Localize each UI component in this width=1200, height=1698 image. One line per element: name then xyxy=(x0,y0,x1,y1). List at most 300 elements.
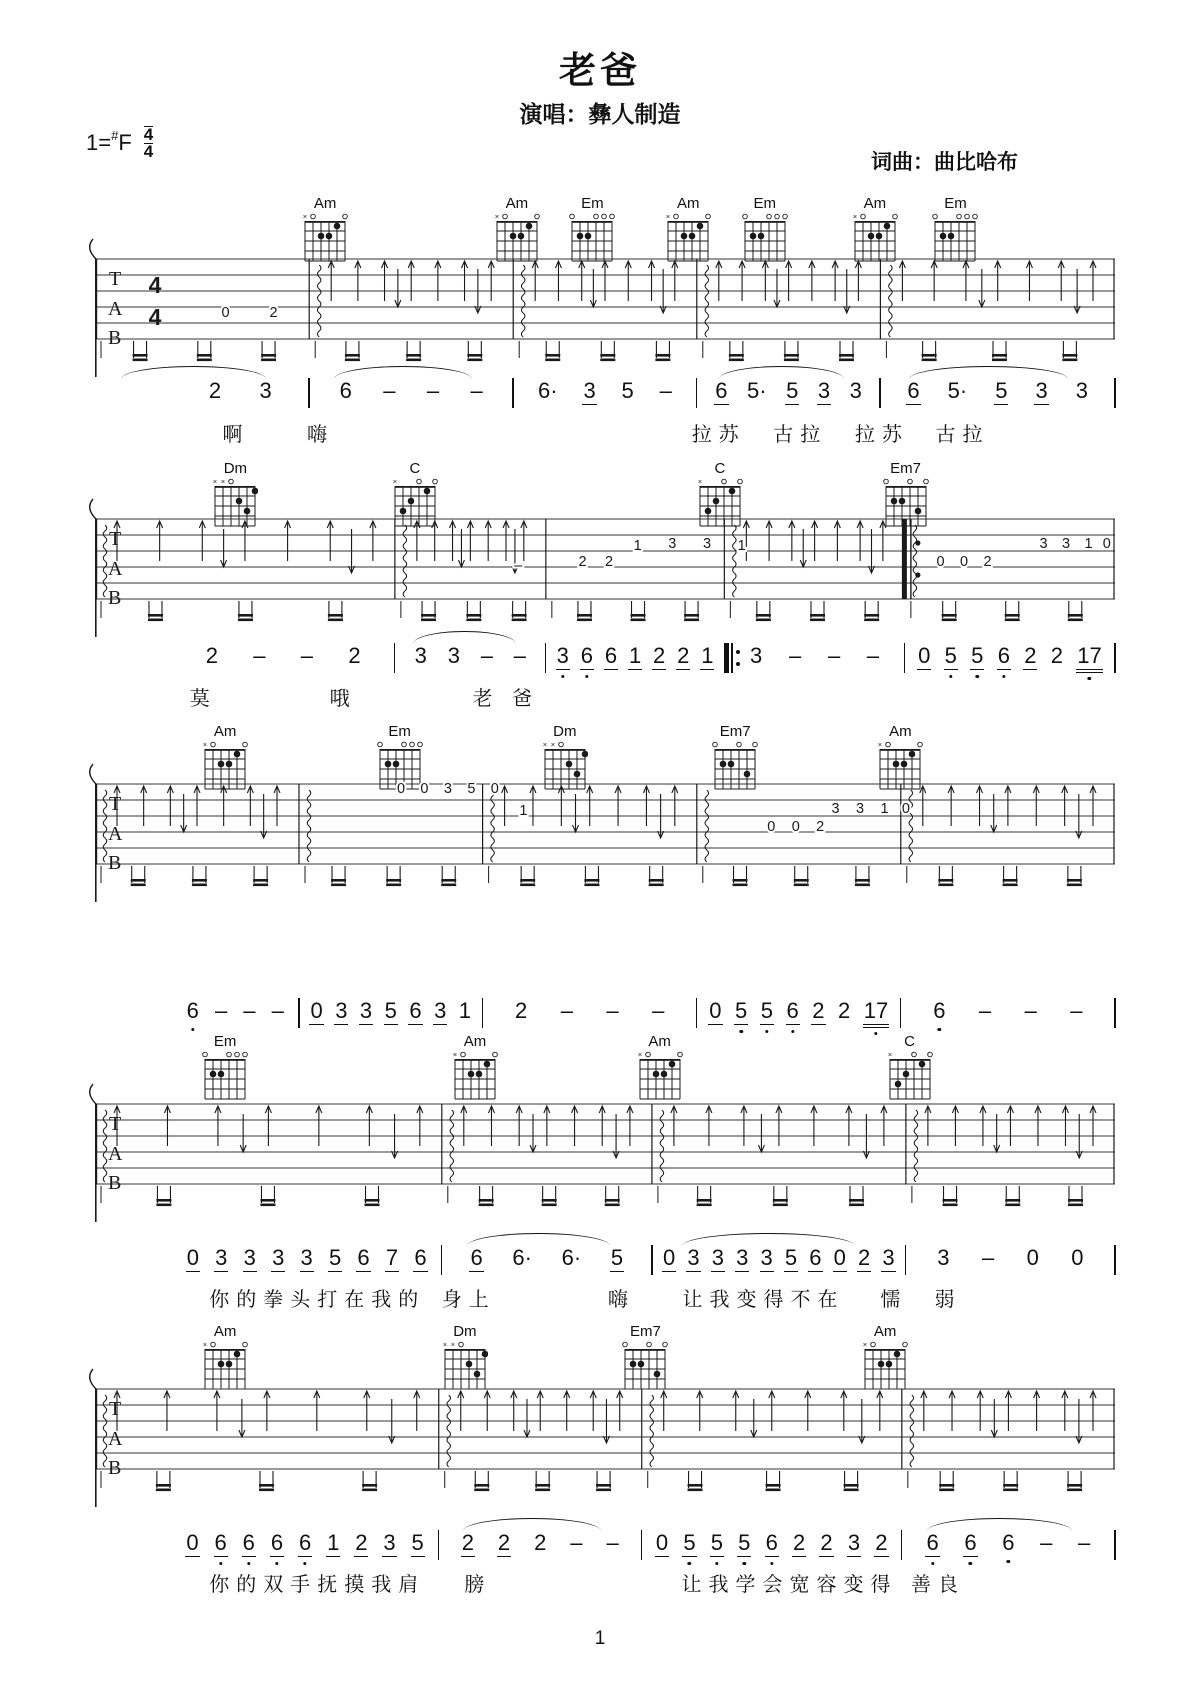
key-prefix: 1= xyxy=(86,130,112,156)
jianpu-note: 0 xyxy=(663,1245,676,1270)
jianpu-note: 7 xyxy=(385,1245,399,1270)
svg-text:×: × xyxy=(637,1051,642,1059)
slur-arc xyxy=(467,1233,610,1246)
jianpu-note: 3 xyxy=(383,1530,396,1555)
chord-diagram xyxy=(202,1051,248,1103)
svg-text:×: × xyxy=(852,213,858,221)
lyric-syllable: 你的拳头打在我的 xyxy=(209,1289,426,1311)
svg-text:1: 1 xyxy=(1084,536,1093,552)
jianpu-measure xyxy=(697,998,901,1032)
chord-diagram xyxy=(637,1051,683,1103)
jianpu-measure xyxy=(724,643,905,677)
svg-text:4: 4 xyxy=(148,304,162,330)
jianpu-note: 3 xyxy=(556,643,569,668)
chord-name: C xyxy=(409,460,421,477)
jianpu-note: 2 xyxy=(497,1530,511,1555)
jianpu-note: 6 xyxy=(997,643,1010,668)
jianpu-note: 2 xyxy=(205,643,219,668)
lyric-syllable: 拉苏 xyxy=(691,424,746,446)
jianpu-note: 2 xyxy=(515,998,528,1023)
lyric-syllable: 啊 xyxy=(222,424,243,446)
jianpu-note: 3 xyxy=(849,378,862,403)
time-signature xyxy=(144,126,153,160)
jianpu-note: 6 xyxy=(186,998,199,1023)
jianpu-note: 2 xyxy=(838,998,851,1023)
jianpu-measure xyxy=(652,1245,906,1279)
svg-text:2: 2 xyxy=(605,554,614,570)
svg-text:B: B xyxy=(108,1172,122,1194)
jianpu-note: 3 xyxy=(1075,378,1088,403)
jianpu-note: 5 xyxy=(411,1530,424,1555)
composer-credit: 词曲：曲比哈布 xyxy=(871,151,1018,174)
svg-text:×: × xyxy=(213,478,218,486)
jianpu-note: – xyxy=(606,998,619,1023)
jianpu-note: 2 xyxy=(348,643,361,668)
lyric-syllable: 善良 xyxy=(911,1574,965,1596)
svg-text:0: 0 xyxy=(490,781,499,797)
chord-name: Am xyxy=(889,723,912,740)
lyric-syllable: 古拉 xyxy=(935,424,990,446)
jianpu-line xyxy=(95,1245,1115,1287)
jianpu-measure xyxy=(95,1245,442,1279)
jianpu-note: 0 xyxy=(186,1530,199,1555)
svg-text:×: × xyxy=(494,213,500,221)
jianpu-note: 5 xyxy=(971,643,984,668)
chord-name: Em7 xyxy=(890,460,921,477)
jianpu-note: 17 xyxy=(863,998,889,1028)
jianpu-note: 0 xyxy=(310,998,323,1023)
jianpu-note: 2 xyxy=(534,1530,547,1555)
jianpu-note: – xyxy=(606,1530,619,1555)
chord xyxy=(634,1035,686,1108)
jianpu-note: 0 xyxy=(655,1530,669,1555)
jianpu-note: – xyxy=(560,998,573,1023)
svg-text:×: × xyxy=(878,741,883,749)
svg-text:×: × xyxy=(666,213,671,221)
chord-name: Am xyxy=(505,195,529,212)
jianpu-note: 3 xyxy=(414,643,427,668)
jianpu-note: 3 xyxy=(1035,378,1048,403)
jianpu-note: 6 xyxy=(242,1530,255,1555)
jianpu-barline xyxy=(1114,1530,1116,1560)
jianpu-note: – xyxy=(253,643,266,668)
chord-name: Dm xyxy=(223,460,248,477)
svg-text:0: 0 xyxy=(767,819,776,835)
jianpu-note: – xyxy=(271,998,284,1023)
jianpu-note: – xyxy=(981,1245,995,1270)
jianpu-note: 3 xyxy=(335,998,348,1023)
jianpu-note: 2 xyxy=(1024,643,1037,668)
tab-staff xyxy=(95,515,1115,637)
svg-text:×: × xyxy=(221,478,226,486)
jianpu-note: – xyxy=(480,643,493,668)
svg-text:0: 0 xyxy=(420,781,429,797)
jianpu-line xyxy=(95,643,1115,685)
jianpu-line xyxy=(95,1530,1115,1572)
jianpu-note: 6 xyxy=(357,1245,370,1270)
tab-staff-row xyxy=(95,515,1115,635)
jianpu-note: 3 xyxy=(583,378,596,403)
jianpu-note: – xyxy=(1078,1530,1091,1555)
lyric-syllable: 懦 xyxy=(880,1289,901,1311)
jianpu-note: 2 xyxy=(355,1530,368,1555)
jianpu-measure xyxy=(546,643,725,677)
jianpu-note: – xyxy=(1070,998,1083,1023)
jianpu-barline xyxy=(1114,378,1116,408)
svg-text:2: 2 xyxy=(983,554,992,570)
time-signature-top: 4 xyxy=(143,125,154,144)
jianpu-note: 0 xyxy=(1071,1245,1084,1270)
jianpu-note: 5 xyxy=(735,998,748,1023)
jianpu-measure xyxy=(439,1530,642,1564)
jianpu-note: 17 xyxy=(1076,643,1102,673)
jianpu-note: – xyxy=(866,643,880,668)
svg-text:B: B xyxy=(108,1457,122,1479)
jianpu-measure xyxy=(483,998,697,1032)
svg-text:×: × xyxy=(452,1051,458,1059)
chord-name: Am xyxy=(213,723,237,740)
jianpu-note: 0 xyxy=(918,643,931,668)
jianpu-note: 2 xyxy=(653,643,666,668)
jianpu-note: 1 xyxy=(458,998,472,1023)
jianpu-note: – xyxy=(383,378,396,403)
lyric-syllable: 莫 xyxy=(189,688,210,710)
jianpu-note: 1 xyxy=(327,1530,340,1555)
time-signature-bottom: 4 xyxy=(143,142,154,162)
chord-name: Em xyxy=(944,195,967,212)
svg-text:A: A xyxy=(108,1428,123,1450)
jianpu-note: 2 xyxy=(858,1245,871,1270)
song-title: 老爸 xyxy=(559,50,641,91)
jianpu-note: 2 xyxy=(677,643,690,668)
chord xyxy=(884,1035,936,1108)
lyric-syllable: 身上 xyxy=(441,1289,496,1311)
svg-text:×: × xyxy=(697,478,703,486)
jianpu-measure xyxy=(906,1245,1115,1279)
jianpu-note: 6 xyxy=(715,378,728,403)
chord-name: Am xyxy=(676,195,700,212)
lyric-syllable: 让我变得不在 xyxy=(682,1289,845,1311)
jianpu-note: – xyxy=(426,378,440,403)
svg-text:0: 0 xyxy=(936,554,945,570)
chord-diagram xyxy=(452,1051,498,1103)
chord-name: Em xyxy=(581,195,604,212)
jianpu-note: 5 xyxy=(738,1530,751,1555)
jianpu-note: 6 xyxy=(765,1530,778,1555)
slur-arc xyxy=(463,1518,601,1531)
svg-text:3: 3 xyxy=(702,536,712,552)
jianpu-note: 3 xyxy=(434,998,447,1023)
jianpu-note: 6 xyxy=(1002,1530,1015,1555)
lyric-syllable: 你的双手抚摸我肩 xyxy=(209,1574,426,1596)
svg-text:3: 3 xyxy=(1039,536,1048,552)
chord-name: Am xyxy=(873,1323,897,1340)
jianpu-note: 5 xyxy=(610,1245,624,1270)
svg-text:B: B xyxy=(108,587,122,609)
jianpu-note: – xyxy=(243,998,256,1023)
jianpu-note: 5 xyxy=(683,1530,696,1555)
jianpu-note: 2 xyxy=(793,1530,806,1555)
jianpu-note: 3 xyxy=(736,1245,749,1270)
chord xyxy=(449,1035,501,1108)
sharp-accidental: # xyxy=(111,127,119,143)
svg-text:×: × xyxy=(542,741,548,749)
chord-name: Em7 xyxy=(719,723,751,740)
svg-text:1: 1 xyxy=(519,803,528,819)
jianpu-note: 2 xyxy=(820,1530,833,1555)
slur-arc xyxy=(927,1518,1072,1531)
jianpu-measure xyxy=(697,378,881,412)
lyric-syllable: 哦 xyxy=(329,688,350,710)
svg-text:2: 2 xyxy=(816,819,825,835)
jianpu-measure xyxy=(901,998,1115,1032)
chord-name: Dm xyxy=(553,723,577,740)
lyric-syllable: 让我学会宽容变得 xyxy=(681,1574,898,1596)
jianpu-measure xyxy=(395,643,546,677)
jianpu-note: 0 xyxy=(186,1245,199,1270)
chord-diagram xyxy=(887,1051,933,1103)
svg-text:3: 3 xyxy=(1062,536,1071,552)
svg-text:A: A xyxy=(108,298,123,320)
tab-staff xyxy=(95,1100,1115,1222)
jianpu-measure xyxy=(513,378,697,412)
jianpu-note: – xyxy=(788,643,802,668)
svg-text:A: A xyxy=(108,558,123,580)
jianpu-note: 3 xyxy=(750,643,763,668)
svg-text:×: × xyxy=(302,213,308,221)
svg-text:0: 0 xyxy=(1102,536,1111,552)
jianpu-note: 6 xyxy=(414,1245,427,1270)
chord-name: Am xyxy=(863,195,887,212)
chord-name: C xyxy=(714,460,726,477)
svg-text:×: × xyxy=(202,1341,208,1349)
jianpu-measure xyxy=(642,1530,902,1564)
jianpu-note: 5 xyxy=(995,378,1008,403)
key-signature xyxy=(86,126,153,160)
jianpu-note: 6· xyxy=(512,1245,532,1270)
singer-credit: 演唱：彝人制造 xyxy=(519,101,681,127)
jianpu-note: 3 xyxy=(243,1245,256,1270)
lyrics-line xyxy=(95,1283,1115,1313)
svg-text:3: 3 xyxy=(831,801,840,817)
svg-text:A: A xyxy=(108,1143,123,1165)
jianpu-measure xyxy=(905,643,1115,677)
jianpu-note: – xyxy=(827,643,841,668)
svg-text:×: × xyxy=(862,1341,868,1349)
svg-text:1: 1 xyxy=(880,801,889,817)
jianpu-measure xyxy=(442,1245,652,1279)
lyric-syllable: 嗨 xyxy=(608,1289,629,1311)
jianpu-line xyxy=(95,378,1115,420)
svg-text:×: × xyxy=(442,1341,448,1349)
jianpu-note: 6 xyxy=(933,998,946,1023)
svg-text:T: T xyxy=(109,1398,122,1420)
jianpu-note: 5 xyxy=(786,378,799,403)
svg-text:×: × xyxy=(887,1051,892,1059)
jianpu-note: 6 xyxy=(907,378,920,403)
jianpu-note: – xyxy=(652,998,665,1023)
jianpu-note: 6 xyxy=(339,378,352,403)
lyric-syllable: 拉苏 xyxy=(854,424,909,446)
jianpu-note: 6· xyxy=(538,378,558,403)
jianpu-measure xyxy=(299,998,483,1032)
jianpu-note: – xyxy=(300,643,314,668)
chord-name: Em7 xyxy=(629,1323,661,1340)
svg-text:×: × xyxy=(202,741,208,749)
svg-text:0: 0 xyxy=(396,781,406,797)
svg-text:1: 1 xyxy=(737,538,746,554)
chord-name: Am xyxy=(648,1033,671,1050)
jianpu-measure xyxy=(902,1530,1115,1564)
svg-text:2: 2 xyxy=(578,554,587,570)
jianpu-barline xyxy=(1114,998,1116,1028)
jianpu-note: – xyxy=(978,998,992,1023)
svg-text:4: 4 xyxy=(148,272,162,298)
jianpu-note: 3 xyxy=(760,1245,773,1270)
jianpu-note: 3 xyxy=(882,1245,895,1270)
jianpu-note: 3 xyxy=(300,1245,313,1270)
jianpu-note: 2 xyxy=(461,1530,474,1555)
svg-text:–: – xyxy=(514,558,523,574)
tab-staff xyxy=(95,1385,1115,1507)
key-note: F xyxy=(118,130,132,156)
jianpu-barline xyxy=(1114,1245,1116,1275)
lyric-syllable: 老 爸 xyxy=(472,688,539,710)
jianpu-note: 6 xyxy=(964,1530,977,1555)
jianpu-line xyxy=(95,998,1115,1040)
svg-text:×: × xyxy=(550,741,556,749)
jianpu-note: 3 xyxy=(687,1245,700,1270)
jianpu-note: 3 xyxy=(215,1245,228,1270)
chord-name: Am xyxy=(213,1323,237,1340)
svg-text:0: 0 xyxy=(221,305,230,321)
tab-staff-row xyxy=(95,1100,1115,1220)
svg-text:3: 3 xyxy=(443,781,452,797)
chord-name: Em xyxy=(388,723,411,740)
chord-name: Am xyxy=(313,195,337,212)
jianpu-note: 6 xyxy=(298,1530,312,1555)
jianpu-note: 2 xyxy=(1050,643,1063,668)
jianpu-note: – xyxy=(570,1530,583,1555)
lyrics-line xyxy=(95,1568,1115,1598)
jianpu-note: 3 xyxy=(817,378,831,403)
chord-name: Em xyxy=(753,195,776,212)
lyric-syllable: 弱 xyxy=(934,1289,955,1311)
jianpu-note: 3 xyxy=(447,643,460,668)
tab-staff-row xyxy=(95,255,1115,375)
jianpu-note: – xyxy=(1040,1530,1053,1555)
chord-name: C xyxy=(904,1033,915,1050)
jianpu-note: 1 xyxy=(628,643,642,668)
chord-name: Em xyxy=(213,1033,237,1050)
chord-name: Dm xyxy=(453,1323,477,1340)
jianpu-note: 2 xyxy=(875,1530,888,1555)
jianpu-note: 3 xyxy=(359,998,373,1023)
jianpu-note: 0 xyxy=(1026,1245,1039,1270)
jianpu-note: 6 xyxy=(926,1530,939,1555)
svg-text:5: 5 xyxy=(467,781,476,797)
svg-text:×: × xyxy=(450,1341,456,1349)
jianpu-note: 6 xyxy=(580,643,594,668)
jianpu-measure xyxy=(880,378,1115,412)
svg-text:×: × xyxy=(392,478,398,486)
jianpu-note: 5 xyxy=(384,998,397,1023)
svg-text:3: 3 xyxy=(668,536,677,552)
jianpu-note: – xyxy=(214,998,228,1023)
jianpu-note: 6· xyxy=(561,1245,582,1270)
svg-text:B: B xyxy=(108,852,122,874)
lyrics-line xyxy=(95,418,1115,448)
jianpu-note: 6 xyxy=(786,998,799,1023)
chord-name: Am xyxy=(463,1033,487,1050)
jianpu-note: 3 xyxy=(937,1245,950,1270)
jianpu-note: 6 xyxy=(270,1530,284,1555)
chord xyxy=(199,1035,251,1108)
jianpu-note: – xyxy=(513,643,526,668)
svg-text:A: A xyxy=(108,823,123,845)
jianpu-note: 6 xyxy=(809,1245,822,1270)
jianpu-note: – xyxy=(1024,998,1037,1023)
slur-arc xyxy=(682,1233,855,1246)
tab-staff-row xyxy=(95,780,1115,900)
jianpu-note: 5· xyxy=(747,378,767,403)
jianpu-measure xyxy=(95,998,299,1032)
lyrics-line xyxy=(95,682,1115,712)
jianpu-note: 6 xyxy=(470,1245,483,1270)
svg-text:2: 2 xyxy=(269,305,278,321)
jianpu-note: 5 xyxy=(621,378,634,403)
jianpu-note: – xyxy=(470,378,483,403)
svg-text:3: 3 xyxy=(855,801,865,817)
lyric-syllable: 膀 xyxy=(464,1574,485,1596)
jianpu-note: 1 xyxy=(701,643,714,668)
jianpu-note: 5 xyxy=(710,1530,723,1555)
jianpu-measure xyxy=(95,378,309,412)
svg-text:0: 0 xyxy=(960,554,969,570)
jianpu-note: 0 xyxy=(709,998,722,1023)
svg-text:T: T xyxy=(109,268,122,290)
jianpu-note: 3 xyxy=(711,1245,725,1270)
svg-text:T: T xyxy=(109,1113,122,1135)
jianpu-note: 3 xyxy=(272,1245,285,1270)
svg-text:B: B xyxy=(108,327,122,349)
jianpu-note: 5· xyxy=(947,378,968,403)
jianpu-measure xyxy=(95,1530,439,1564)
jianpu-note: 5 xyxy=(784,1245,798,1270)
jianpu-measure xyxy=(309,378,513,412)
lyric-syllable: 嗨 xyxy=(307,424,328,446)
jianpu-note: 2 xyxy=(812,998,825,1023)
jianpu-note: 5 xyxy=(760,998,774,1023)
svg-text:0: 0 xyxy=(791,819,800,835)
jianpu-note: 3 xyxy=(847,1530,861,1555)
jianpu-note: 6 xyxy=(604,643,618,668)
jianpu-barline xyxy=(1114,643,1116,673)
svg-text:T: T xyxy=(109,793,122,815)
jianpu-note: 0 xyxy=(833,1245,846,1270)
jianpu-note: 6 xyxy=(214,1530,227,1555)
tab-staff-row xyxy=(95,1385,1115,1505)
jianpu-note: 5 xyxy=(944,643,957,668)
jianpu-note: 3 xyxy=(259,378,272,403)
jianpu-note: 5 xyxy=(328,1245,342,1270)
tab-staff xyxy=(95,780,1115,902)
svg-text:0: 0 xyxy=(901,801,910,817)
page-number: 1 xyxy=(594,1628,606,1649)
jianpu-measure xyxy=(95,643,395,677)
lyric-syllable: 古拉 xyxy=(773,424,828,446)
svg-text:T: T xyxy=(109,528,122,550)
